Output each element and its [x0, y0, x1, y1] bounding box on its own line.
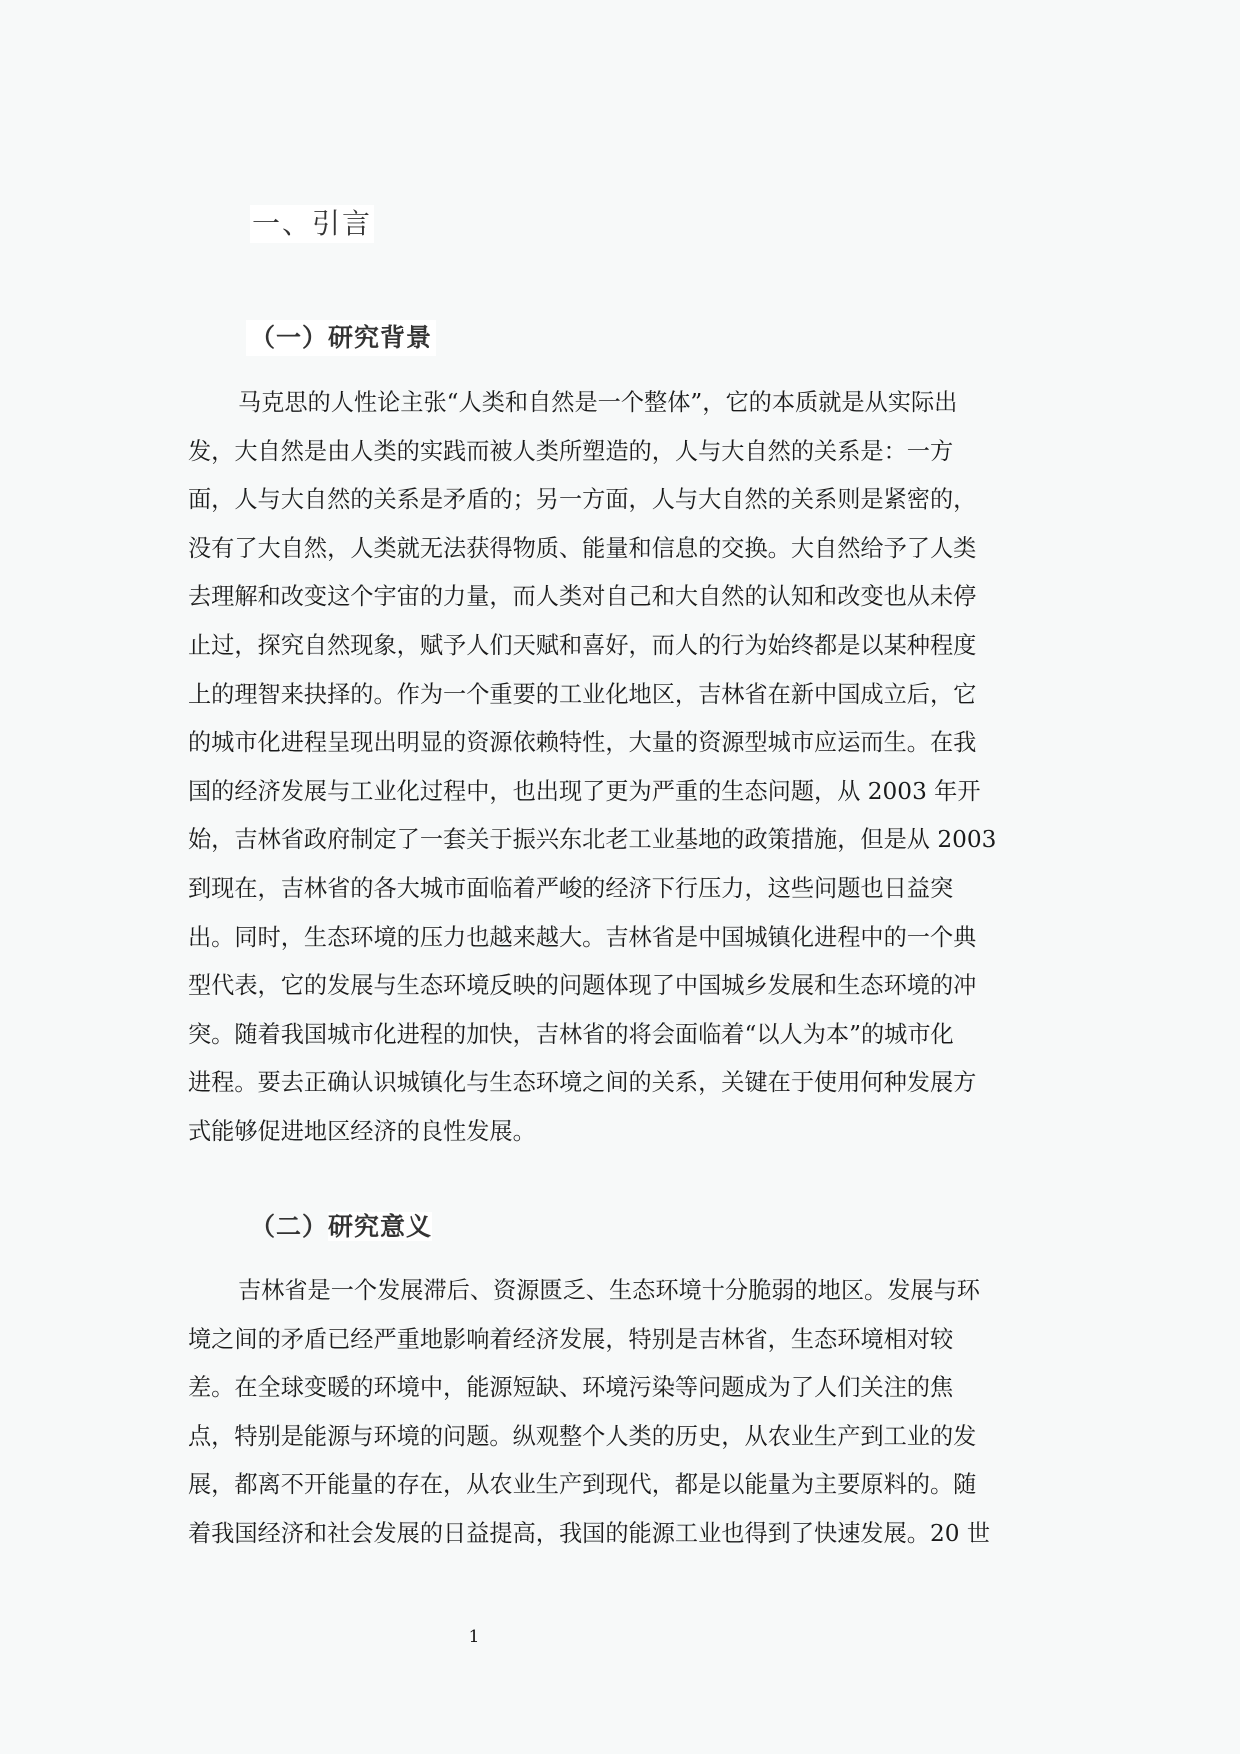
- paragraph-line: 境之间的矛盾已经严重地影响着经济发展，特别是吉林省，生态环境相对较: [188, 1325, 954, 1353]
- page-number: 1: [468, 1627, 480, 1647]
- section-heading-background: （一）研究背景: [246, 320, 436, 356]
- paragraph-line: 突。随着我国城市化进程的加快，吉林省的将会面临着“以人为本”的城市化: [188, 1020, 954, 1048]
- paragraph-line: 国的经济发展与工业化过程中，也出现了更为严重的生态问题，从 2003 年开: [188, 777, 981, 805]
- paragraph-line: 去理解和改变这个宇宙的力量，而人类对自己和大自然的认知和改变也从未停: [188, 583, 977, 611]
- paragraph-line: 式能够促进地区经济的良性发展。: [188, 1117, 536, 1145]
- paragraph-line: 始，吉林省政府制定了一套关于振兴东北老工业基地的政策措施，但是从 2003: [188, 826, 997, 854]
- paragraph-line: 马克思的人性论主张“人类和自然是一个整体”，它的本质就是从实际出: [238, 389, 958, 416]
- paragraph-line: 型代表，它的发展与生态环境反映的问题体现了中国城乡发展和生态环境的冲: [188, 972, 977, 1000]
- background-paragraph: [188, 379, 1054, 1157]
- paragraph-line: 着我国经济和社会发展的日益提高，我国的能源工业也得到了快速发展。20 世: [188, 1519, 991, 1547]
- paragraph-line: 到现在，吉林省的各大城市面临着严峻的经济下行压力，这些问题也日益突: [188, 874, 954, 902]
- paragraph-line: 的城市化进程呈现出明显的资源依赖特性，大量的资源型城市应运而生。在我: [188, 729, 977, 757]
- paragraph-line: 止过，探究自然现象，赋予人们天赋和喜好，而人的行为始终都是以某种程度: [188, 631, 977, 659]
- paragraph-line: 没有了大自然，人类就无法获得物质、能量和信息的交换。大自然给予了人类: [188, 534, 977, 562]
- paragraph-line: 进程。要去正确认识城镇化与生态环境之间的关系，关键在于使用何种发展方: [188, 1069, 977, 1097]
- section-heading-significance: [250, 1209, 432, 1245]
- paragraph-line: 展，都离不开能量的存在，从农业生产到现代，都是以能量为主要原料的。随: [188, 1471, 977, 1499]
- paragraph-line: 发，大自然是由人类的实践而被人类所塑造的，人与大自然的关系是：一方: [188, 437, 954, 465]
- paragraph-line: 出。同时，生态环境的压力也越来越大。吉林省是中国城镇化进程中的一个典: [188, 923, 977, 951]
- paragraph-line: 点，特别是能源与环境的问题。纵观整个人类的历史，从农业生产到工业的发: [188, 1422, 977, 1450]
- paragraph-line: 上的理智来抉择的。作为一个重要的工业化地区，吉林省在新中国成立后，它: [188, 680, 977, 708]
- chapter-heading: 一、引言: [250, 205, 374, 243]
- paragraph-line: 差。在全球变暖的环境中，能源短缺、环境污染等问题成为了人们关注的焦: [188, 1374, 954, 1402]
- significance-paragraph: [188, 1267, 1054, 1559]
- section-heading-title: 研究意义: [328, 1212, 433, 1241]
- section-heading-prefix: （二）: [250, 1212, 329, 1241]
- paragraph-line: 面，人与大自然的关系是矛盾的；另一方面，人与大自然的关系则是紧密的，: [188, 486, 977, 514]
- paragraph-line: 吉林省是一个发展滞后、资源匮乏、生态环境十分脆弱的地区。发展与环: [238, 1277, 980, 1304]
